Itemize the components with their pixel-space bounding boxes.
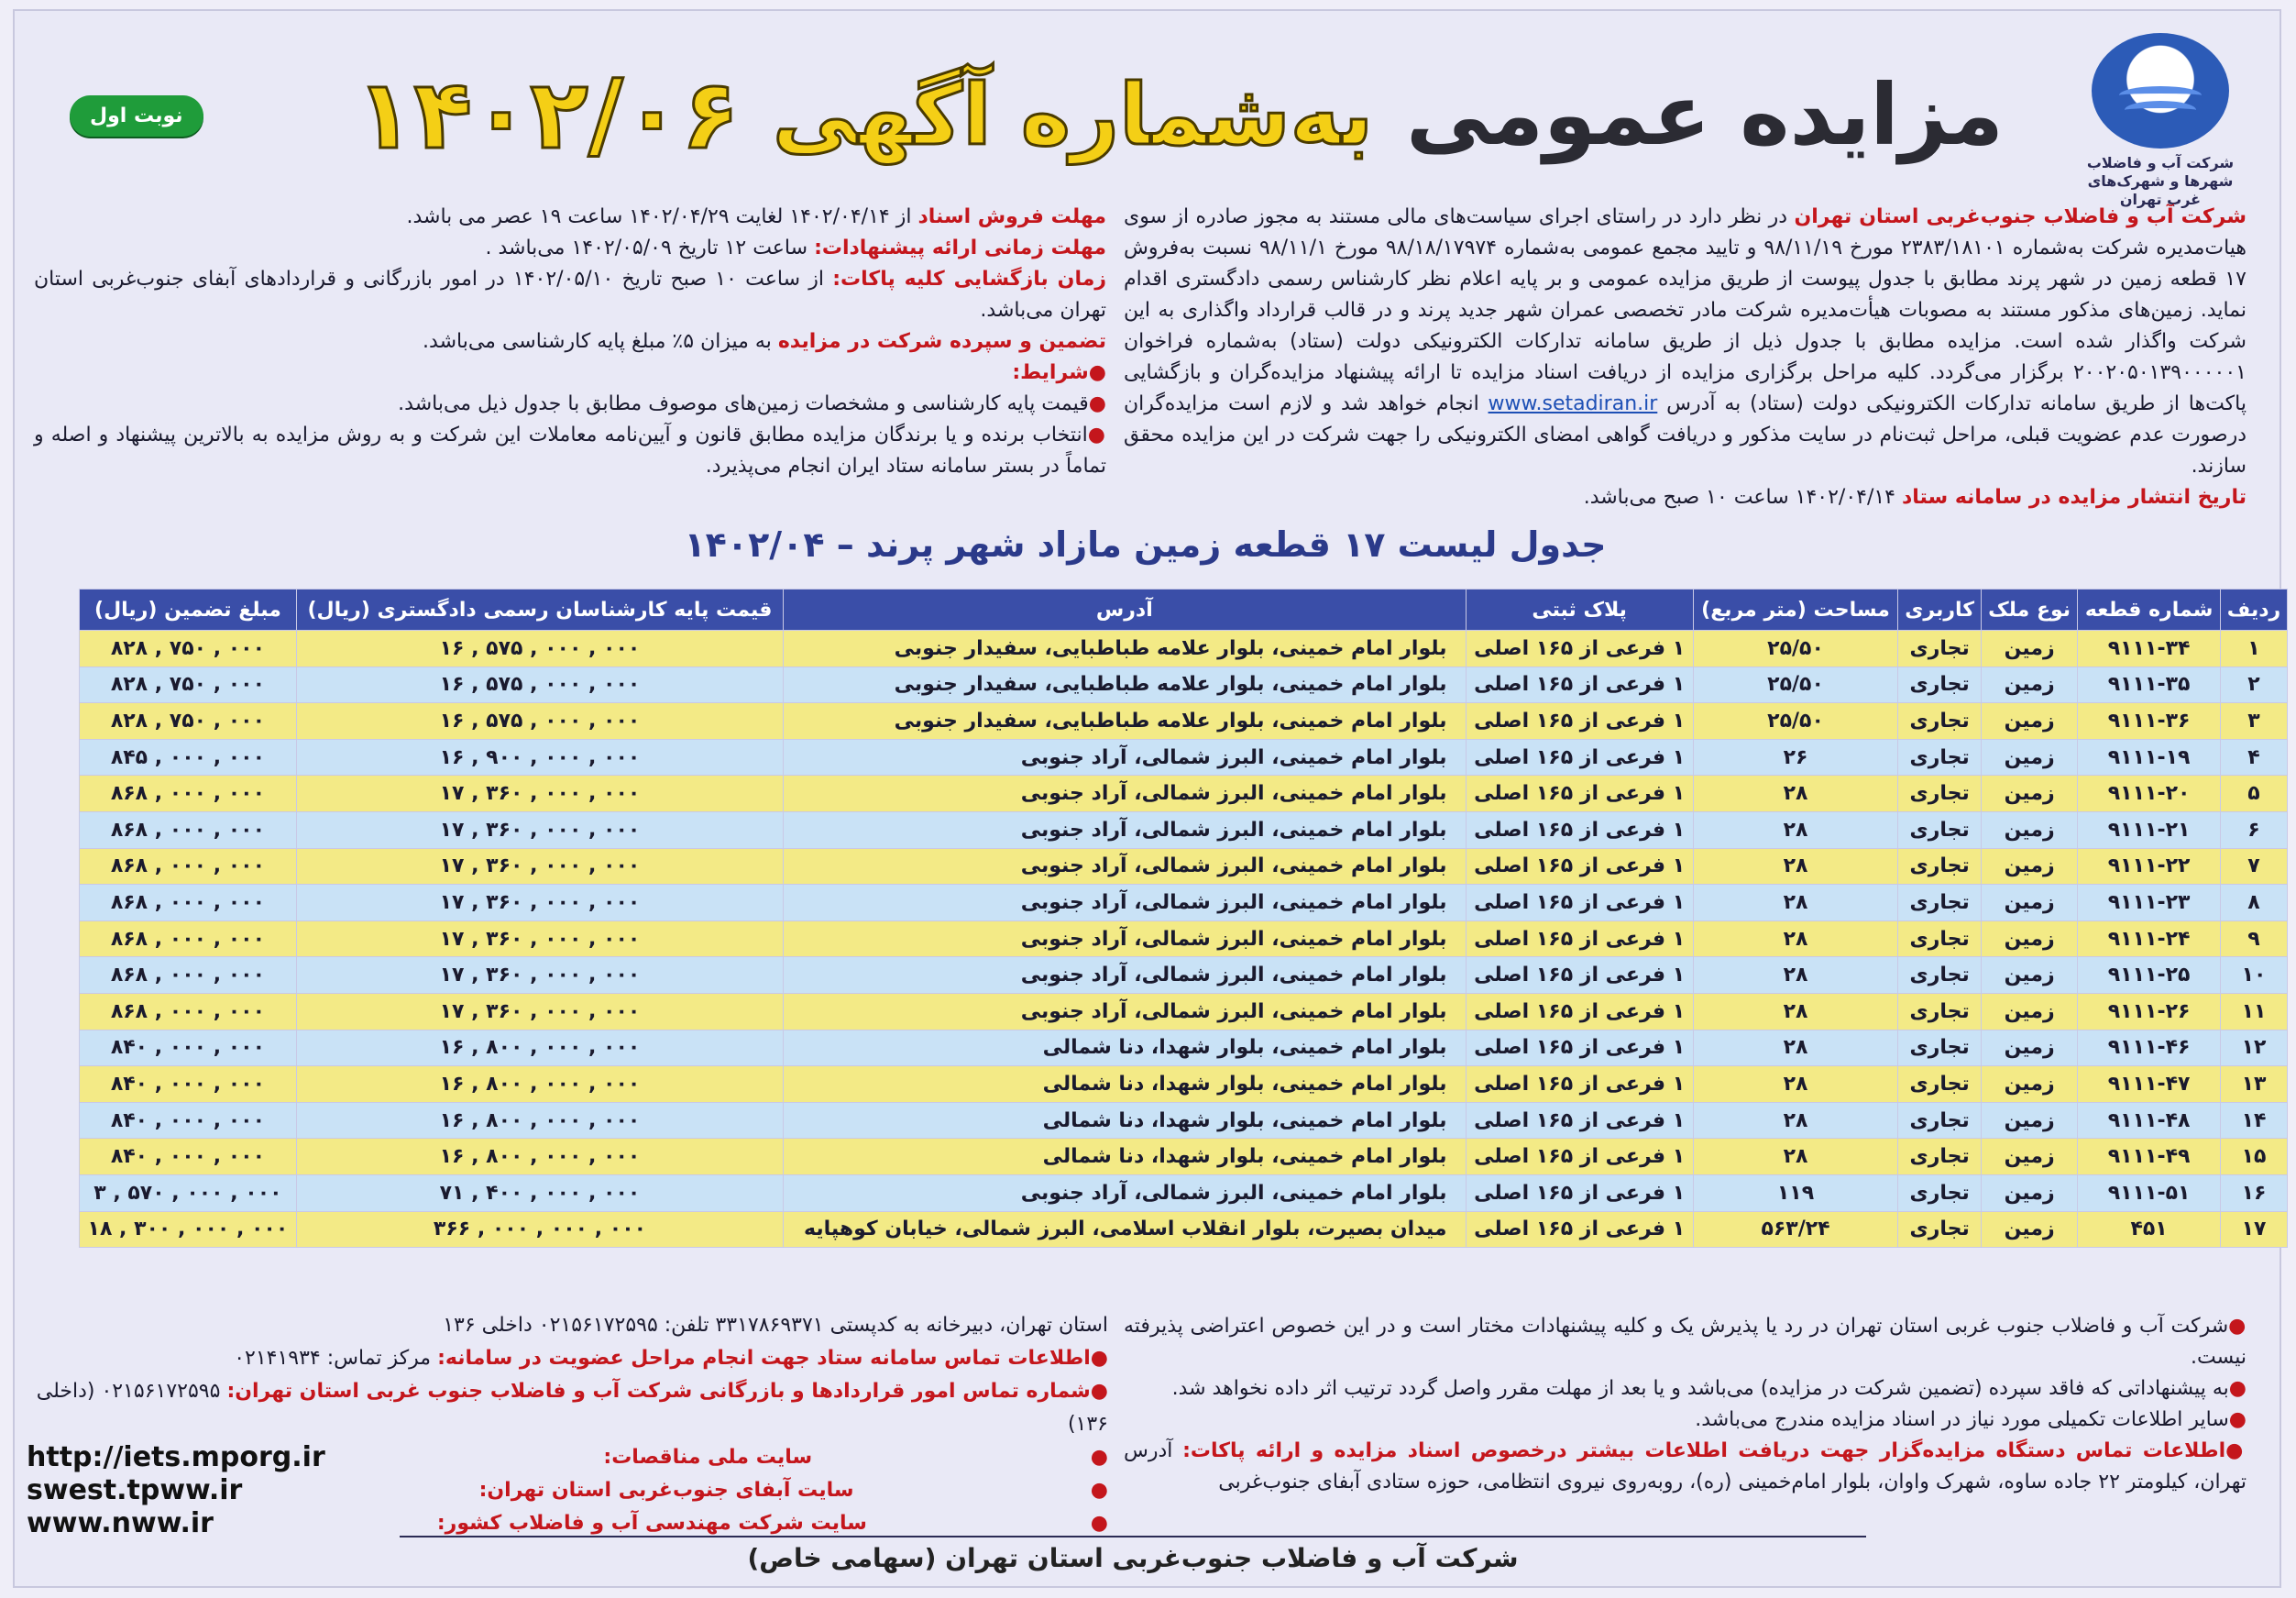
table-cell: ۸۲۸ , ۷۵۰ , ۰۰۰ (80, 703, 297, 740)
table-cell: بلوار امام خمینی، البرز شمالی، آراد جنوبی (784, 776, 1466, 812)
intro-paragraph (1124, 202, 2247, 513)
table-cell: ۶ (2221, 811, 2288, 848)
table-cell: ۳ (2221, 703, 2288, 740)
table-row (80, 920, 2288, 957)
table-cell: میدان بصیرت، بلوار انقلاب اسلامی، البرز شمالی، خیابان کوهپایه (784, 1211, 1466, 1248)
table-cell: ۱ فرعی از ۱۶۵ اصلی (1466, 848, 1693, 885)
table-cell: ۲۵/۵۰ (1693, 667, 1898, 703)
table-cell: بلوار امام خمینی، بلوار شهدا، دنا شمالی (784, 1102, 1466, 1139)
table-cell: ۱ فرعی از ۱۶۵ اصلی (1466, 667, 1693, 703)
table-header-cell: قیمت پایه کارشناسان رسمی دادگستری (ریال) (296, 590, 783, 631)
table-header-row (80, 590, 2288, 631)
table-header-cell: پلاک ثبتی (1466, 590, 1693, 631)
table-header-cell: نوع ملک (1982, 590, 2078, 631)
table-cell: تجاری (1898, 1030, 1982, 1066)
table-row (80, 1066, 2288, 1103)
table-cell: تجاری (1898, 1211, 1982, 1248)
table-cell: تجاری (1898, 1066, 1982, 1103)
table-cell: بلوار امام خمینی، بلوار شهدا، دنا شمالی (784, 1030, 1466, 1066)
table-cell: تجاری (1898, 631, 1982, 667)
table-cell: ۴۵۱ (2078, 1211, 2221, 1248)
table-cell: ۸۴۰ , ۰۰۰ , ۰۰۰ (80, 1139, 297, 1175)
table-cell: ۹ (2221, 920, 2288, 957)
open-value: از ساعت ۱۰ صبح تاریخ ۱۴۰۲/۰۵/۱۰ در امور بازرگانی و قراردادهای آبفای جنوب‌غربی استان تهران می‌باشد. (34, 268, 1106, 322)
schedule-block (34, 202, 1106, 482)
table-cell: ۹۱۱۱-۲۲ (2078, 848, 2221, 885)
table-cell: ۳۶۶ , ۰۰۰ , ۰۰۰ , ۰۰۰ (296, 1211, 783, 1248)
table-cell: زمین (1982, 1102, 2078, 1139)
table-cell: ۱۶ , ۸۰۰ , ۰۰۰ , ۰۰۰ (296, 1066, 783, 1103)
table-cell: ۷۱ , ۴۰۰ , ۰۰۰ , ۰۰۰ (296, 1174, 783, 1211)
table-cell: زمین (1982, 1066, 2078, 1103)
table-cell: ۹۱۱۱-۴۶ (2078, 1030, 2221, 1066)
note-3: ● سایر اطلاعات تکمیلی مورد نیاز در اسناد مزایده مندرج می‌باشد. (1124, 1405, 2247, 1436)
table-cell: ۱۴ (2221, 1102, 2288, 1139)
table-cell: بلوار امام خمینی، البرز شمالی، آراد جنوبی (784, 1174, 1466, 1211)
table-row (80, 739, 2288, 776)
logo-line1: شرکت آب و فاضلاب (2086, 154, 2235, 171)
sale-label: مهلت فروش اسناد (917, 205, 1106, 228)
contracts-label: شماره تماس امور قراردادها و بازرگانی شرکت آب و فاضلاب جنوب غربی استان تهران: (226, 1380, 1091, 1403)
table-cell: ۱۳ (2221, 1066, 2288, 1103)
ad-number: ۱۴۰۲/۰۶ (355, 59, 740, 171)
table-cell: ۱ فرعی از ۱۶۵ اصلی (1466, 993, 1693, 1030)
table-cell: ۸۶۸ , ۰۰۰ , ۰۰۰ (80, 848, 297, 885)
bottom-company-name: شرکت آب و فاضلاب جنوب‌غربی استان تهران (سهامی خاص) (400, 1536, 1866, 1573)
table-cell: تجاری (1898, 920, 1982, 957)
table-header-cell: شماره قطعه (2078, 590, 2221, 631)
table-cell: ۱۶ , ۸۰۰ , ۰۰۰ , ۰۰۰ (296, 1030, 783, 1066)
table-header-cell: ردیف (2221, 590, 2288, 631)
title-part2: به‌شماره آگهی (772, 65, 1374, 164)
table-row (80, 848, 2288, 885)
note-2: ● به پیشنهاداتی که فاقد سپرده (تضمین شرکت در مزایده) می‌باشد و یا بعد از مهلت مقرر واصل گردد ترتیب اثر داده نخواهد شد. (1124, 1373, 2247, 1405)
table-cell: ۱ فرعی از ۱۶۵ اصلی (1466, 703, 1693, 740)
table-cell: بلوار امام خمینی، البرز شمالی، آراد جنوبی (784, 739, 1466, 776)
table-cell: زمین (1982, 776, 2078, 812)
table-cell: ۲۵/۵۰ (1693, 703, 1898, 740)
table-cell: زمین (1982, 1030, 2078, 1066)
table-cell: ۲۸ (1693, 811, 1898, 848)
table-cell: ۹۱۱۱-۲۰ (2078, 776, 2221, 812)
table-row (80, 776, 2288, 812)
table-title: جدول لیست ۱۷ قطعه زمین مازاد شهر پرند – ۱۴۰۲/۰۴ (684, 524, 1607, 565)
table-cell: ۱۷ , ۳۶۰ , ۰۰۰ , ۰۰۰ (296, 957, 783, 994)
table-cell: ۲۸ (1693, 776, 1898, 812)
publish-value: ۱۴۰۲/۰۴/۱۴ ساعت ۱۰ صبح می‌باشد. (1583, 486, 1895, 509)
table-cell: تجاری (1898, 703, 1982, 740)
condition-1: ● قیمت پایه کارشناسی و مشخصات زمین‌های موصوف مطابق با جدول ذیل می‌باشد. (34, 389, 1106, 420)
notes-block (1124, 1311, 2247, 1498)
table-cell: ۱ فرعی از ۱۶۵ اصلی (1466, 1102, 1693, 1139)
table-cell: ۸۴۰ , ۰۰۰ , ۰۰۰ (80, 1030, 297, 1066)
table-cell: بلوار امام خمینی، البرز شمالی، آراد جنوبی (784, 957, 1466, 994)
table-cell: ۱ فرعی از ۱۶۵ اصلی (1466, 957, 1693, 994)
table-row (80, 1102, 2288, 1139)
table-cell: ۱۶ , ۸۰۰ , ۰۰۰ , ۰۰۰ (296, 1102, 783, 1139)
table-cell: ۹۱۱۱-۲۳ (2078, 885, 2221, 921)
table-cell: بلوار امام خمینی، البرز شمالی، آراد جنوبی (784, 885, 1466, 921)
table-cell: تجاری (1898, 885, 1982, 921)
table-cell: ۱۶ , ۹۰۰ , ۰۰۰ , ۰۰۰ (296, 739, 783, 776)
table-row (80, 957, 2288, 994)
table-cell: زمین (1982, 920, 2078, 957)
abfa-link[interactable]: swest.tpww.ir (27, 1474, 243, 1506)
table-cell: تجاری (1898, 1139, 1982, 1175)
table-cell: ۱۱۹ (1693, 1174, 1898, 1211)
table-cell: ۴ (2221, 739, 2288, 776)
table-cell: ۲۸ (1693, 1139, 1898, 1175)
table-cell: بلوار امام خمینی، بلوار علامه طباطبایی، سفیدار جنوبی (784, 667, 1466, 703)
table-cell: ۹۱۱۱-۳۶ (2078, 703, 2221, 740)
table-header-cell: آدرس (784, 590, 1466, 631)
table-cell: تجاری (1898, 739, 1982, 776)
table-cell: ۹۱۱۱-۲۵ (2078, 957, 2221, 994)
table-cell: ۸۴۵ , ۰۰۰ , ۰۰۰ (80, 739, 297, 776)
table-cell: ۹۱۱۱-۴۹ (2078, 1139, 2221, 1175)
abfa-label: ● سایت آبفای جنوب‌غربی استان تهران: (478, 1479, 854, 1502)
table-cell: ۲۸ (1693, 993, 1898, 1030)
table-cell: ۸۶۸ , ۰۰۰ , ۰۰۰ (80, 920, 297, 957)
page-title (309, 46, 2050, 183)
offer-label: مهلت زمانی ارائه پیشنهادات: (814, 237, 1106, 259)
setad-contact-label: اطلاعات تماس سامانه ستاد جهت انجام مراحل عضویت در سامانه: (437, 1347, 1091, 1370)
table-cell: ۱ فرعی از ۱۶۵ اصلی (1466, 885, 1693, 921)
table-cell: ۳ , ۵۷۰ , ۰۰۰ , ۰۰۰ (80, 1174, 297, 1211)
table-cell: ۱۷ , ۳۶۰ , ۰۰۰ , ۰۰۰ (296, 993, 783, 1030)
publish-label: تاریخ انتشار مزایده در سامانه ستاد (1902, 486, 2247, 509)
table-cell: ۲۸ (1693, 920, 1898, 957)
table-cell: زمین (1982, 703, 2078, 740)
table-cell: ۹۱۱۱-۲۶ (2078, 993, 2221, 1030)
table-cell: ۱۶ (2221, 1174, 2288, 1211)
table-row (80, 631, 2288, 667)
table-cell: بلوار امام خمینی، بلوار علامه طباطبایی، سفیدار جنوبی (784, 703, 1466, 740)
table-cell: ۲۸ (1693, 1030, 1898, 1066)
table-cell: ۱۸ , ۳۰۰ , ۰۰۰ , ۰۰۰ (80, 1211, 297, 1248)
table-cell: ۱۷ , ۳۶۰ , ۰۰۰ , ۰۰۰ (296, 776, 783, 812)
table-row (80, 1211, 2288, 1248)
table-cell: زمین (1982, 993, 2078, 1030)
table-cell: ۹۱۱۱-۵۱ (2078, 1174, 2221, 1211)
note-4-label: اطلاعات تماس دستگاه مزایده‌گزار جهت دریافت اطلاعات بیشتر درخصوص اسناد مزایده و ارائه پاکات: (1182, 1439, 2226, 1462)
table-cell: تجاری (1898, 848, 1982, 885)
table-cell: بلوار امام خمینی، البرز شمالی، آراد جنوبی (784, 920, 1466, 957)
table-cell: ۱ فرعی از ۱۶۵ اصلی (1466, 776, 1693, 812)
table-cell: ۱۲ (2221, 1030, 2288, 1066)
table-cell: ۹۱۱۱-۴۷ (2078, 1066, 2221, 1103)
table-cell: ۸۶۸ , ۰۰۰ , ۰۰۰ (80, 776, 297, 812)
table-cell: ۲۸ (1693, 848, 1898, 885)
table-cell: ۸ (2221, 885, 2288, 921)
table-header-cell: کاربری (1898, 590, 1982, 631)
table-cell: تجاری (1898, 811, 1982, 848)
table-cell: ۸۴۰ , ۰۰۰ , ۰۰۰ (80, 1066, 297, 1103)
table-cell: زمین (1982, 885, 2078, 921)
table-cell: ۲۸ (1693, 1102, 1898, 1139)
table-cell: ۵ (2221, 776, 2288, 812)
table-cell: بلوار امام خمینی، بلوار شهدا، دنا شمالی (784, 1139, 1466, 1175)
table-cell: ۹۱۱۱-۴۸ (2078, 1102, 2221, 1139)
offer-value: ساعت ۱۲ تاریخ ۱۴۰۲/۰۵/۰۹ می‌باشد . (485, 237, 808, 259)
table-cell: ۸۶۸ , ۰۰۰ , ۰۰۰ (80, 993, 297, 1030)
table-cell: ۲۸ (1693, 885, 1898, 921)
table-cell: ۸۶۸ , ۰۰۰ , ۰۰۰ (80, 811, 297, 848)
note-4-value: آدرس تهران، کیلومتر ۲۲ جاده ساوه، شهرک واوان، بلوار امام‌خمینی (ره)، روبه‌روی نیروی انتظامی، حوزه ستادی آبفای جنوب‌غربی (1124, 1439, 2247, 1493)
table-cell: زمین (1982, 667, 2078, 703)
conditions-label: ● شرایط: (34, 358, 1106, 389)
table-cell: ۱ (2221, 631, 2288, 667)
table-cell: ۱ فرعی از ۱۶۵ اصلی (1466, 1174, 1693, 1211)
table-row (80, 667, 2288, 703)
setad-contact-value: مرکز تماس: ۰۲۱۴۱۹۳۴ (234, 1347, 432, 1370)
company-name: شرکت آب و فاضلاب جنوب‌غربی استان تهران (1794, 205, 2247, 228)
table-cell: زمین (1982, 1139, 2078, 1175)
table-cell: ۲۶ (1693, 739, 1898, 776)
guarantee-value: به میزان ۵٪ مبلغ پایه کارشناسی می‌باشد. (423, 330, 772, 353)
table-cell: بلوار امام خمینی، البرز شمالی، آراد جنوبی (784, 993, 1466, 1030)
table-cell: ۱ فرعی از ۱۶۵ اصلی (1466, 739, 1693, 776)
table-cell: ۱ فرعی از ۱۶۵ اصلی (1466, 1139, 1693, 1175)
table-cell: زمین (1982, 1174, 2078, 1211)
table-cell: ۸۶۸ , ۰۰۰ , ۰۰۰ (80, 885, 297, 921)
table-row (80, 1139, 2288, 1175)
table-cell: بلوار امام خمینی، البرز شمالی، آراد جنوبی (784, 811, 1466, 848)
table-row (80, 1174, 2288, 1211)
table-cell: تجاری (1898, 776, 1982, 812)
sale-value: از ۱۴۰۲/۰۴/۱۴ لغایت ۱۴۰۲/۰۴/۲۹ ساعت ۱۹ عصر می باشد. (406, 205, 912, 228)
table-cell: ۱۱ (2221, 993, 2288, 1030)
table-cell: ۸۲۸ , ۷۵۰ , ۰۰۰ (80, 667, 297, 703)
table-header-cell: مبلغ تضمین (ریال) (80, 590, 297, 631)
table-cell: تجاری (1898, 993, 1982, 1030)
table-cell: زمین (1982, 1211, 2078, 1248)
table-cell: ۹۱۱۱-۲۱ (2078, 811, 2221, 848)
note-1: ● شرکت آب و فاضلاب جنوب غربی استان تهران در رد یا پذیرش یک و کلیه پیشنهادات مختار است و در این خصوص اعتراضی پذیرفته نیست. (1124, 1311, 2247, 1373)
table-cell: ۱۶ , ۸۰۰ , ۰۰۰ , ۰۰۰ (296, 1139, 783, 1175)
table-cell: ۱ فرعی از ۱۶۵ اصلی (1466, 1066, 1693, 1103)
table-cell: ۹۱۱۱-۳۴ (2078, 631, 2221, 667)
table-cell: ۱ فرعی از ۱۶۵ اصلی (1466, 1030, 1693, 1066)
table-row (80, 993, 2288, 1030)
intro-body: در نظر دارد در راستای اجرای سیاست‌های مالی مستند به مجوز صادره از سوی هیات‌مدیره شرکت به‌شماره ۲۳۸۳/۱۸۱۰۱ مورخ ۹۸/۱۱/۱۹ و تایید مجمع عمومی به‌شماره ۹۸/۱۸/۱۷۹۷۴ مورخ ۹۸/۱۱/۱ نسبت به‌فروش ۱۷ قطعه زمین در شهر پرند مطابق با جدول پیوست از طریق مزایده عمومی و بر پایه اعلام نظر کارشناس رسمی دادگستری اقدام نماید. زمین‌های مذکور مستند به مصوبات هیأت‌مدیره شرکت مادر تخصصی عمران شهر جدید پرند و در قالب قرارداد واگذاری به این شرکت واگذار شده است. مزایده مطابق با جدول ذیل از طریق سامانه تدارکات الکترونیکی دولت (ستاد) به‌شماره فراخوان ۲۰۰۲۰۵۰۱۳۹۰۰۰۰۰۱ برگزار می‌گردد. کلیه مراحل برگزاری مزایده از دریافت اسناد مزایده تا ارائه پیشنهاد مزایده‌گران و بازگشایی پاکت‌ها از طریق سامانه تدارکات الکترونیکی دولت (ستاد) به آدرس (1124, 205, 2247, 415)
table-cell: ۱۷ , ۳۶۰ , ۰۰۰ , ۰۰۰ (296, 811, 783, 848)
table-cell: ۸۲۸ , ۷۵۰ , ۰۰۰ (80, 631, 297, 667)
advertisement-page (13, 9, 2281, 1588)
table-cell: ۱۷ , ۳۶۰ , ۰۰۰ , ۰۰۰ (296, 848, 783, 885)
table-cell: ۵۶۳/۲۴ (1693, 1211, 1898, 1248)
table-cell: ۱۵ (2221, 1139, 2288, 1175)
table-cell: تجاری (1898, 1102, 1982, 1139)
address-line: استان تهران، دبیرخانه به کدپستی ۳۳۱۷۸۶۹۳۷۱ تلفن: ۰۲۱۵۶۱۷۲۵۹۵ داخلی ۱۳۶ (443, 1314, 1108, 1337)
table-cell: تجاری (1898, 1174, 1982, 1211)
table-cell: ۱ فرعی از ۱۶۵ اصلی (1466, 920, 1693, 957)
table-cell: بلوار امام خمینی، بلوار شهدا، دنا شمالی (784, 1066, 1466, 1103)
table-header-cell: مساحت (متر مربع) (1693, 590, 1898, 631)
table-cell: ۱۶ , ۵۷۵ , ۰۰۰ , ۰۰۰ (296, 667, 783, 703)
tender-label: ● سایت ملی مناقصات: (603, 1446, 813, 1469)
table-cell: بلوار امام خمینی، بلوار علامه طباطبایی، سفیدار جنوبی (784, 631, 1466, 667)
table-body (80, 631, 2288, 1248)
table-cell: ۲ (2221, 667, 2288, 703)
title-part1: مزایده عمومی (1406, 65, 2005, 164)
nww-label: ● سایت شرکت مهندسی آب و فاضلاب کشور: (436, 1512, 867, 1535)
table-cell: ۲۸ (1693, 957, 1898, 994)
company-logo (2069, 33, 2252, 208)
table-cell: تجاری (1898, 957, 1982, 994)
table-cell: ۲۵/۵۰ (1693, 631, 1898, 667)
table-cell: ۸۶۸ , ۰۰۰ , ۰۰۰ (80, 957, 297, 994)
intro-body2: انجام خواهد شد و لازم است مزایده‌گران در‌صورت عدم عضویت قبلی، مراحل ثبت‌نام در سایت مذکور و دریافت گواهی امضای الکترونیکی را جهت شرکت در این مزایده محقق سازند. (1124, 392, 2247, 478)
table-row (80, 1030, 2288, 1066)
table-cell: ۹۱۱۱-۱۹ (2078, 739, 2221, 776)
round-badge: نوبت اول (70, 95, 203, 137)
setad-link[interactable]: www.setadiran.ir (1488, 392, 1658, 415)
table-cell: زمین (1982, 631, 2078, 667)
table-cell: زمین (1982, 848, 2078, 885)
table-cell: ۸۴۰ , ۰۰۰ , ۰۰۰ (80, 1102, 297, 1139)
table-cell: ۲۸ (1693, 1066, 1898, 1103)
table-cell: ۱۶ , ۵۷۵ , ۰۰۰ , ۰۰۰ (296, 703, 783, 740)
table-cell: ۱۷ , ۳۶۰ , ۰۰۰ , ۰۰۰ (296, 885, 783, 921)
table-cell: ۹۱۱۱-۳۵ (2078, 667, 2221, 703)
contracts-value: ۰۲۱۵۶۱۷۲۵۹۵ (داخلی ۱۳۶) (36, 1380, 1108, 1436)
guarantee-label: تضمین و سپرده شرکت در مزایده (777, 330, 1106, 353)
table-cell: ۱ فرعی از ۱۶۵ اصلی (1466, 631, 1693, 667)
water-drop-icon (2092, 33, 2229, 149)
table-cell: بلوار امام خمینی، البرز شمالی، آراد جنوبی (784, 848, 1466, 885)
table-row (80, 885, 2288, 921)
table-cell: تجاری (1898, 667, 1982, 703)
contacts-block (27, 1309, 1108, 1540)
table-row (80, 811, 2288, 848)
table-row (80, 703, 2288, 740)
land-table (79, 589, 2288, 1248)
table-cell: ۱۶ , ۵۷۵ , ۰۰۰ , ۰۰۰ (296, 631, 783, 667)
table-cell: ۷ (2221, 848, 2288, 885)
table-cell: زمین (1982, 811, 2078, 848)
table-cell: زمین (1982, 957, 2078, 994)
table-cell: ۱۷ (2221, 1211, 2288, 1248)
nww-link[interactable]: www.nww.ir (27, 1507, 214, 1539)
table-cell: ۱۰ (2221, 957, 2288, 994)
table-cell: زمین (1982, 739, 2078, 776)
table-cell: ۱ فرعی از ۱۶۵ اصلی (1466, 1211, 1693, 1248)
table-cell: ۱۷ , ۳۶۰ , ۰۰۰ , ۰۰۰ (296, 920, 783, 957)
open-label: زمان بازگشایی کلیه پاکات: (832, 268, 1107, 291)
table-cell: ۱ فرعی از ۱۶۵ اصلی (1466, 811, 1693, 848)
tender-link[interactable]: http://iets.mporg.ir (27, 1441, 325, 1473)
table-cell: ۹۱۱۱-۲۴ (2078, 920, 2221, 957)
condition-2: ● انتخاب برنده و یا برندگان مزایده مطابق قانون و آیین‌نامه معاملات این شرکت و به روش مزایده به بالاترین پیشنهاد و اصله و تماماً در بستر سامانه ستاد ایران انجام می‌پذیرد. (34, 420, 1106, 482)
logo-line2: شهرها و شهرک‌های غرب تهران (2087, 172, 2234, 208)
